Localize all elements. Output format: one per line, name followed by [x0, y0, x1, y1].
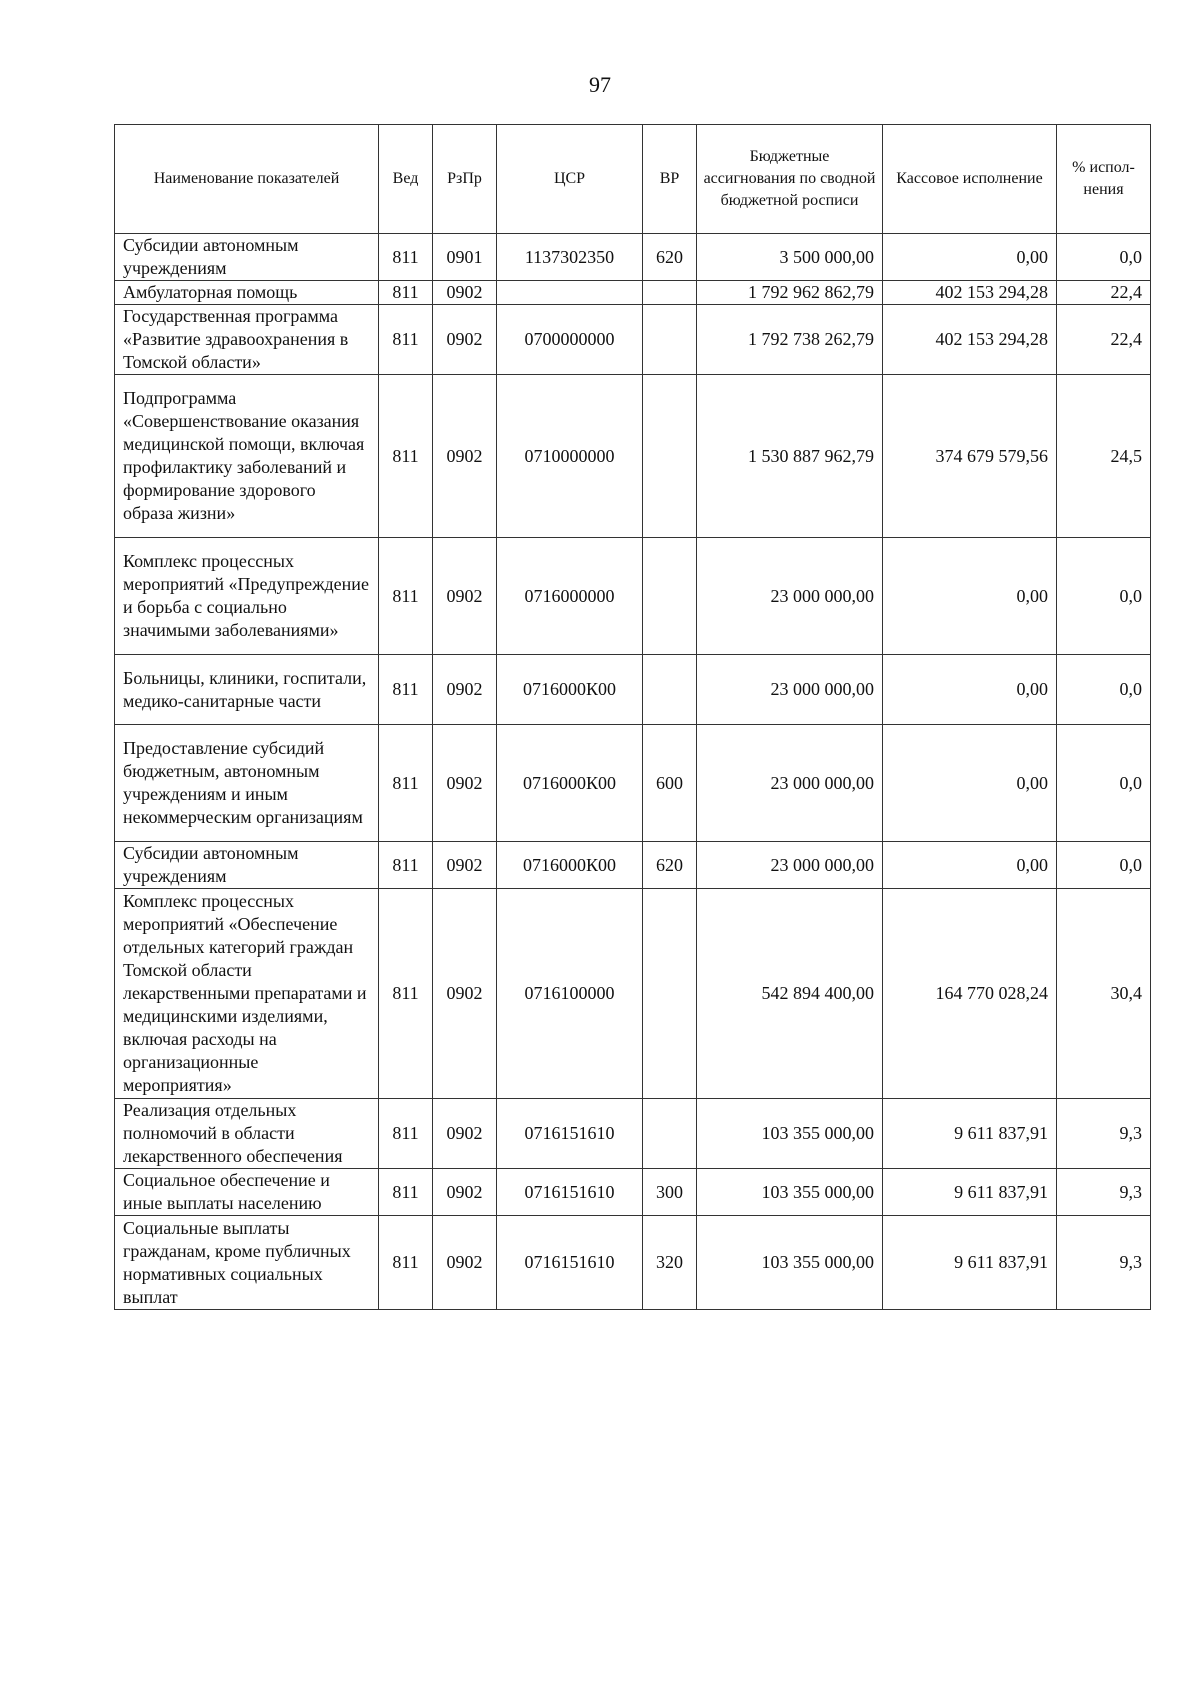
row-ved: 811: [379, 538, 433, 655]
row-vr: [643, 305, 697, 375]
table-row: [115, 1169, 1151, 1216]
row-name: Предоставление субсидий бюджетным, автономным учреждениям и иным некоммерческим организациям: [115, 725, 379, 842]
row-budget: 23 000 000,00: [697, 842, 883, 889]
row-vr: [643, 538, 697, 655]
header-csr: ЦСР: [497, 125, 643, 234]
row-vr: [643, 655, 697, 725]
row-csr: 0716000К00: [497, 725, 643, 842]
row-name: Субсидии автономным учреждениям: [115, 234, 379, 281]
row-ved: 811: [379, 1099, 433, 1169]
row-budget: 3 500 000,00: [697, 234, 883, 281]
row-rzpr: 0902: [433, 305, 497, 375]
row-ved: 811: [379, 375, 433, 538]
row-csr: [497, 281, 643, 305]
row-pct: 0,0: [1057, 725, 1151, 842]
row-budget: 103 355 000,00: [697, 1216, 883, 1310]
row-rzpr: 0902: [433, 655, 497, 725]
row-budget: 103 355 000,00: [697, 1099, 883, 1169]
row-ved: 811: [379, 234, 433, 281]
header-pct: % испол-нения: [1057, 125, 1151, 234]
row-csr: 0716100000: [497, 889, 643, 1099]
row-csr: 0716000К00: [497, 655, 643, 725]
row-name: Социальные выплаты гражданам, кроме публичных нормативных социальных выплат: [115, 1216, 379, 1310]
header-cash: Кассовое исполнение: [883, 125, 1057, 234]
row-vr: [643, 1099, 697, 1169]
row-pct: 24,5: [1057, 375, 1151, 538]
row-name: Больницы, клиники, госпитали, медико-санитарные части: [115, 655, 379, 725]
table-row: [115, 1099, 1151, 1169]
row-rzpr: 0902: [433, 1216, 497, 1310]
table-row: [115, 842, 1151, 889]
row-pct: 0,0: [1057, 655, 1151, 725]
table-row: [115, 725, 1151, 842]
row-rzpr: 0902: [433, 889, 497, 1099]
table-row: [115, 538, 1151, 655]
row-pct: 0,0: [1057, 538, 1151, 655]
row-vr: [643, 375, 697, 538]
row-csr: 0716000000: [497, 538, 643, 655]
row-name: Комплекс процессных мероприятий «Обеспечение отдельных категорий граждан Томской области лекарственными препаратами и медицинскими изделиями, включая расходы на организационные мероприятия»: [115, 889, 379, 1099]
row-csr: 0710000000: [497, 375, 643, 538]
row-rzpr: 0902: [433, 842, 497, 889]
row-pct: 22,4: [1057, 281, 1151, 305]
row-rzpr: 0902: [433, 725, 497, 842]
row-vr: 320: [643, 1216, 697, 1310]
row-name: Социальное обеспечение и иные выплаты населению: [115, 1169, 379, 1216]
row-csr: 1137302350: [497, 234, 643, 281]
row-cash: 0,00: [883, 655, 1057, 725]
row-cash: 0,00: [883, 842, 1057, 889]
row-pct: 30,4: [1057, 889, 1151, 1099]
row-rzpr: 0901: [433, 234, 497, 281]
table-row: [115, 1216, 1151, 1310]
row-cash: 0,00: [883, 538, 1057, 655]
row-vr: 300: [643, 1169, 697, 1216]
row-pct: 22,4: [1057, 305, 1151, 375]
row-name: Субсидии автономным учреждениям: [115, 842, 379, 889]
table-row: [115, 305, 1151, 375]
row-cash: 0,00: [883, 725, 1057, 842]
row-pct: 9,3: [1057, 1216, 1151, 1310]
table-row: [115, 234, 1151, 281]
row-vr: [643, 281, 697, 305]
row-rzpr: 0902: [433, 1099, 497, 1169]
row-vr: [643, 889, 697, 1099]
row-cash: 402 153 294,28: [883, 305, 1057, 375]
row-csr: 0700000000: [497, 305, 643, 375]
row-ved: 811: [379, 281, 433, 305]
row-budget: 542 894 400,00: [697, 889, 883, 1099]
row-vr: 600: [643, 725, 697, 842]
row-name: Реализация отдельных полномочий в области лекарственного обеспечения: [115, 1099, 379, 1169]
table-row: [115, 281, 1151, 305]
budget-execution-table: [114, 124, 1151, 1310]
row-ved: 811: [379, 1169, 433, 1216]
row-cash: 9 611 837,91: [883, 1216, 1057, 1310]
row-cash: 374 679 579,56: [883, 375, 1057, 538]
row-rzpr: 0902: [433, 281, 497, 305]
row-budget: 1 792 962 862,79: [697, 281, 883, 305]
row-pct: 0,0: [1057, 842, 1151, 889]
row-budget: 23 000 000,00: [697, 538, 883, 655]
row-budget: 23 000 000,00: [697, 725, 883, 842]
row-cash: 9 611 837,91: [883, 1169, 1057, 1216]
row-pct: 9,3: [1057, 1169, 1151, 1216]
row-name: Амбулаторная помощь: [115, 281, 379, 305]
header-name: Наименование показателей: [115, 125, 379, 234]
row-vr: 620: [643, 842, 697, 889]
row-name: Государственная программа «Развитие здравоохранения в Томской области»: [115, 305, 379, 375]
row-cash: 402 153 294,28: [883, 281, 1057, 305]
header-vr: ВР: [643, 125, 697, 234]
row-budget: 23 000 000,00: [697, 655, 883, 725]
table-row: [115, 375, 1151, 538]
row-budget: 1 792 738 262,79: [697, 305, 883, 375]
row-ved: 811: [379, 305, 433, 375]
table-row: [115, 889, 1151, 1099]
row-csr: 0716151610: [497, 1099, 643, 1169]
row-ved: 811: [379, 889, 433, 1099]
table-header-row: [115, 125, 1151, 234]
page-number: 97: [589, 72, 611, 97]
header-budget: Бюджетные ассигнования по сводной бюджетной росписи: [697, 125, 883, 234]
row-ved: 811: [379, 1216, 433, 1310]
table-row: [115, 655, 1151, 725]
row-csr: 0716151610: [497, 1216, 643, 1310]
row-vr: 620: [643, 234, 697, 281]
row-pct: 0,0: [1057, 234, 1151, 281]
row-cash: 9 611 837,91: [883, 1099, 1057, 1169]
row-pct: 9,3: [1057, 1099, 1151, 1169]
row-rzpr: 0902: [433, 1169, 497, 1216]
row-csr: 0716151610: [497, 1169, 643, 1216]
row-name: Подпрограмма «Совершенствование оказания медицинской помощи, включая профилактику заболеваний и формирование здорового образа жизни»: [115, 375, 379, 538]
row-cash: 164 770 028,24: [883, 889, 1057, 1099]
row-name: Комплекс процессных мероприятий «Предупреждение и борьба с социально значимыми заболеваниями»: [115, 538, 379, 655]
row-rzpr: 0902: [433, 538, 497, 655]
row-ved: 811: [379, 655, 433, 725]
row-budget: 1 530 887 962,79: [697, 375, 883, 538]
header-rzpr: РзПр: [433, 125, 497, 234]
row-csr: 0716000К00: [497, 842, 643, 889]
row-ved: 811: [379, 842, 433, 889]
row-rzpr: 0902: [433, 375, 497, 538]
row-cash: 0,00: [883, 234, 1057, 281]
row-ved: 811: [379, 725, 433, 842]
header-ved: Вед: [379, 125, 433, 234]
row-budget: 103 355 000,00: [697, 1169, 883, 1216]
